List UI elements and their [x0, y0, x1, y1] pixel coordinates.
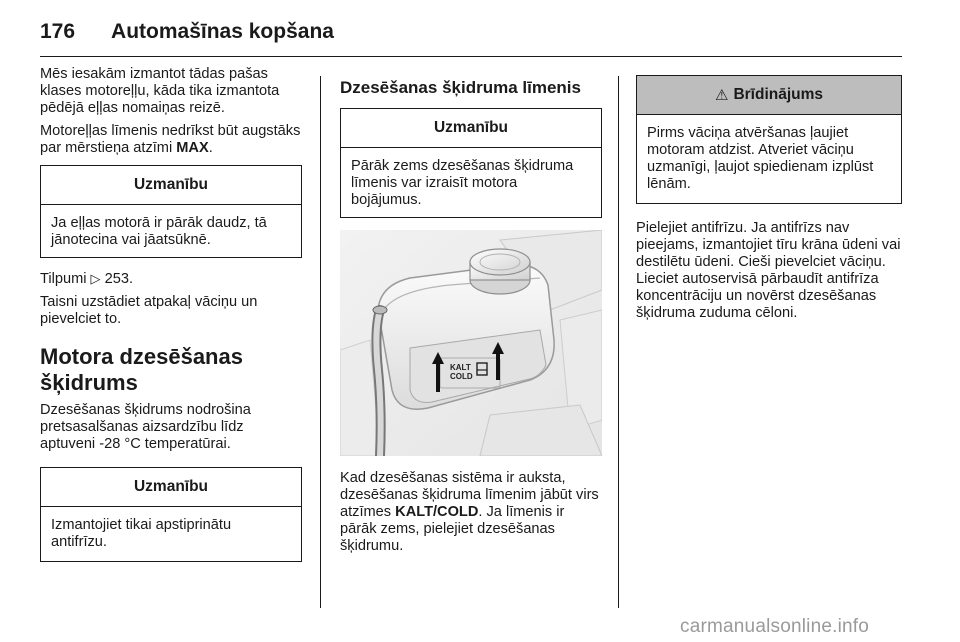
column-divider-2 — [618, 76, 619, 608]
cold-label: COLD — [450, 372, 473, 381]
column-2 — [340, 66, 602, 561]
column-3 — [636, 66, 902, 328]
paragraph-cap-refit: Taisni uzstādiet atpakaļ vāciņu un pievelciet to. — [40, 294, 258, 327]
column-1 — [40, 66, 302, 574]
page-number: 176 — [40, 20, 76, 43]
caution-text: Pārāk zems dzesēšanas šķidruma līmenis var izraisīt motora bojājumus. — [351, 158, 574, 208]
warning-box-hot-coolant — [636, 75, 902, 204]
cross-reference-icon: ▷ — [90, 271, 101, 286]
caution-text: Izmantojiet tikai apstiprinātu antifrīzu. — [51, 517, 232, 550]
paragraph-antifreeze-topup: Pielejiet antifrīzu. Ja antifrīzs nav pieejams, izmantojiet tīru krāna ūdeni vai destilētu ūdeni. Cieši pievelciet vāciņu. Lieciet autoservisā pārbaudīt antifrīza koncentrāciju un novērst dzesēšanas šķidruma zuduma cēloni. — [636, 220, 901, 321]
column-divider-1 — [320, 76, 321, 608]
warning-text: Pirms vāciņa atvēršanas ļaujiet motoram atdzist. Atveriet vāciņu uzmanīgi, ļaujot spiedienam izplūst lēnām. — [647, 125, 874, 192]
max-mark: MAX — [176, 140, 209, 156]
capacities-page-ref[interactable]: 253. — [100, 271, 134, 287]
paragraph-oil-level: Motoreļļas līmenis nedrīkst būt augstāks par mērstieņa atzīmi MAX. — [40, 123, 301, 156]
caution-title: Uzmanību — [341, 109, 601, 148]
caution-title: Uzmanību — [41, 468, 301, 507]
caution-box-oil — [40, 165, 302, 258]
paragraph-coolant-check: Kad dzesēšanas sistēma ir auksta, dzesēšanas šķidruma līmenim jābūt virs atzīmes KALT/COLD. Ja līmenis ir pārāk zems, pielejiet dzesēšanas šķidrumu. — [340, 470, 599, 554]
kalt-cold-mark: KALT/COLD — [395, 504, 479, 520]
section-heading-coolant-level: Dzesēšanas šķidruma līmenis — [340, 78, 581, 97]
chapter-title: Automašīnas kopšana — [111, 20, 334, 43]
page-header — [40, 12, 334, 52]
paragraph-capacities: Tilpumi ▷ 253. — [40, 271, 134, 287]
paragraph-oil-recommendation: Mēs iesakām izmantot tādas pašas klases motoreļļu, kāda tika izmantota pēdējā eļļas nomaiņas reizē. — [40, 66, 280, 116]
section-heading-coolant: Motora dzesēšanas šķidrums — [40, 344, 243, 395]
kalt-label: KALT — [450, 363, 471, 372]
warning-triangle-icon: ⚠ — [714, 87, 729, 104]
warning-header — [637, 76, 901, 115]
caution-title: Uzmanību — [41, 166, 301, 205]
coolant-reservoir-drawing — [340, 230, 602, 456]
header-divider — [40, 56, 902, 57]
caution-box-coolant-level — [340, 108, 602, 218]
paragraph-coolant-protection: Dzesēšanas šķidrums nodrošina pretsasalšanas aizsardzību līdz aptuveni -28 °C temperatūrai. — [40, 402, 251, 452]
site-watermark: carmanualsonline.info — [680, 616, 870, 637]
warning-title: Brīdinājums — [733, 86, 824, 103]
coolant-reservoir-illustration — [340, 230, 602, 456]
caution-box-antifreeze — [40, 467, 302, 562]
caution-text: Ja eļļas motorā ir pārāk daudz, tā jānotecina vai jāatsūknē. — [51, 215, 267, 248]
